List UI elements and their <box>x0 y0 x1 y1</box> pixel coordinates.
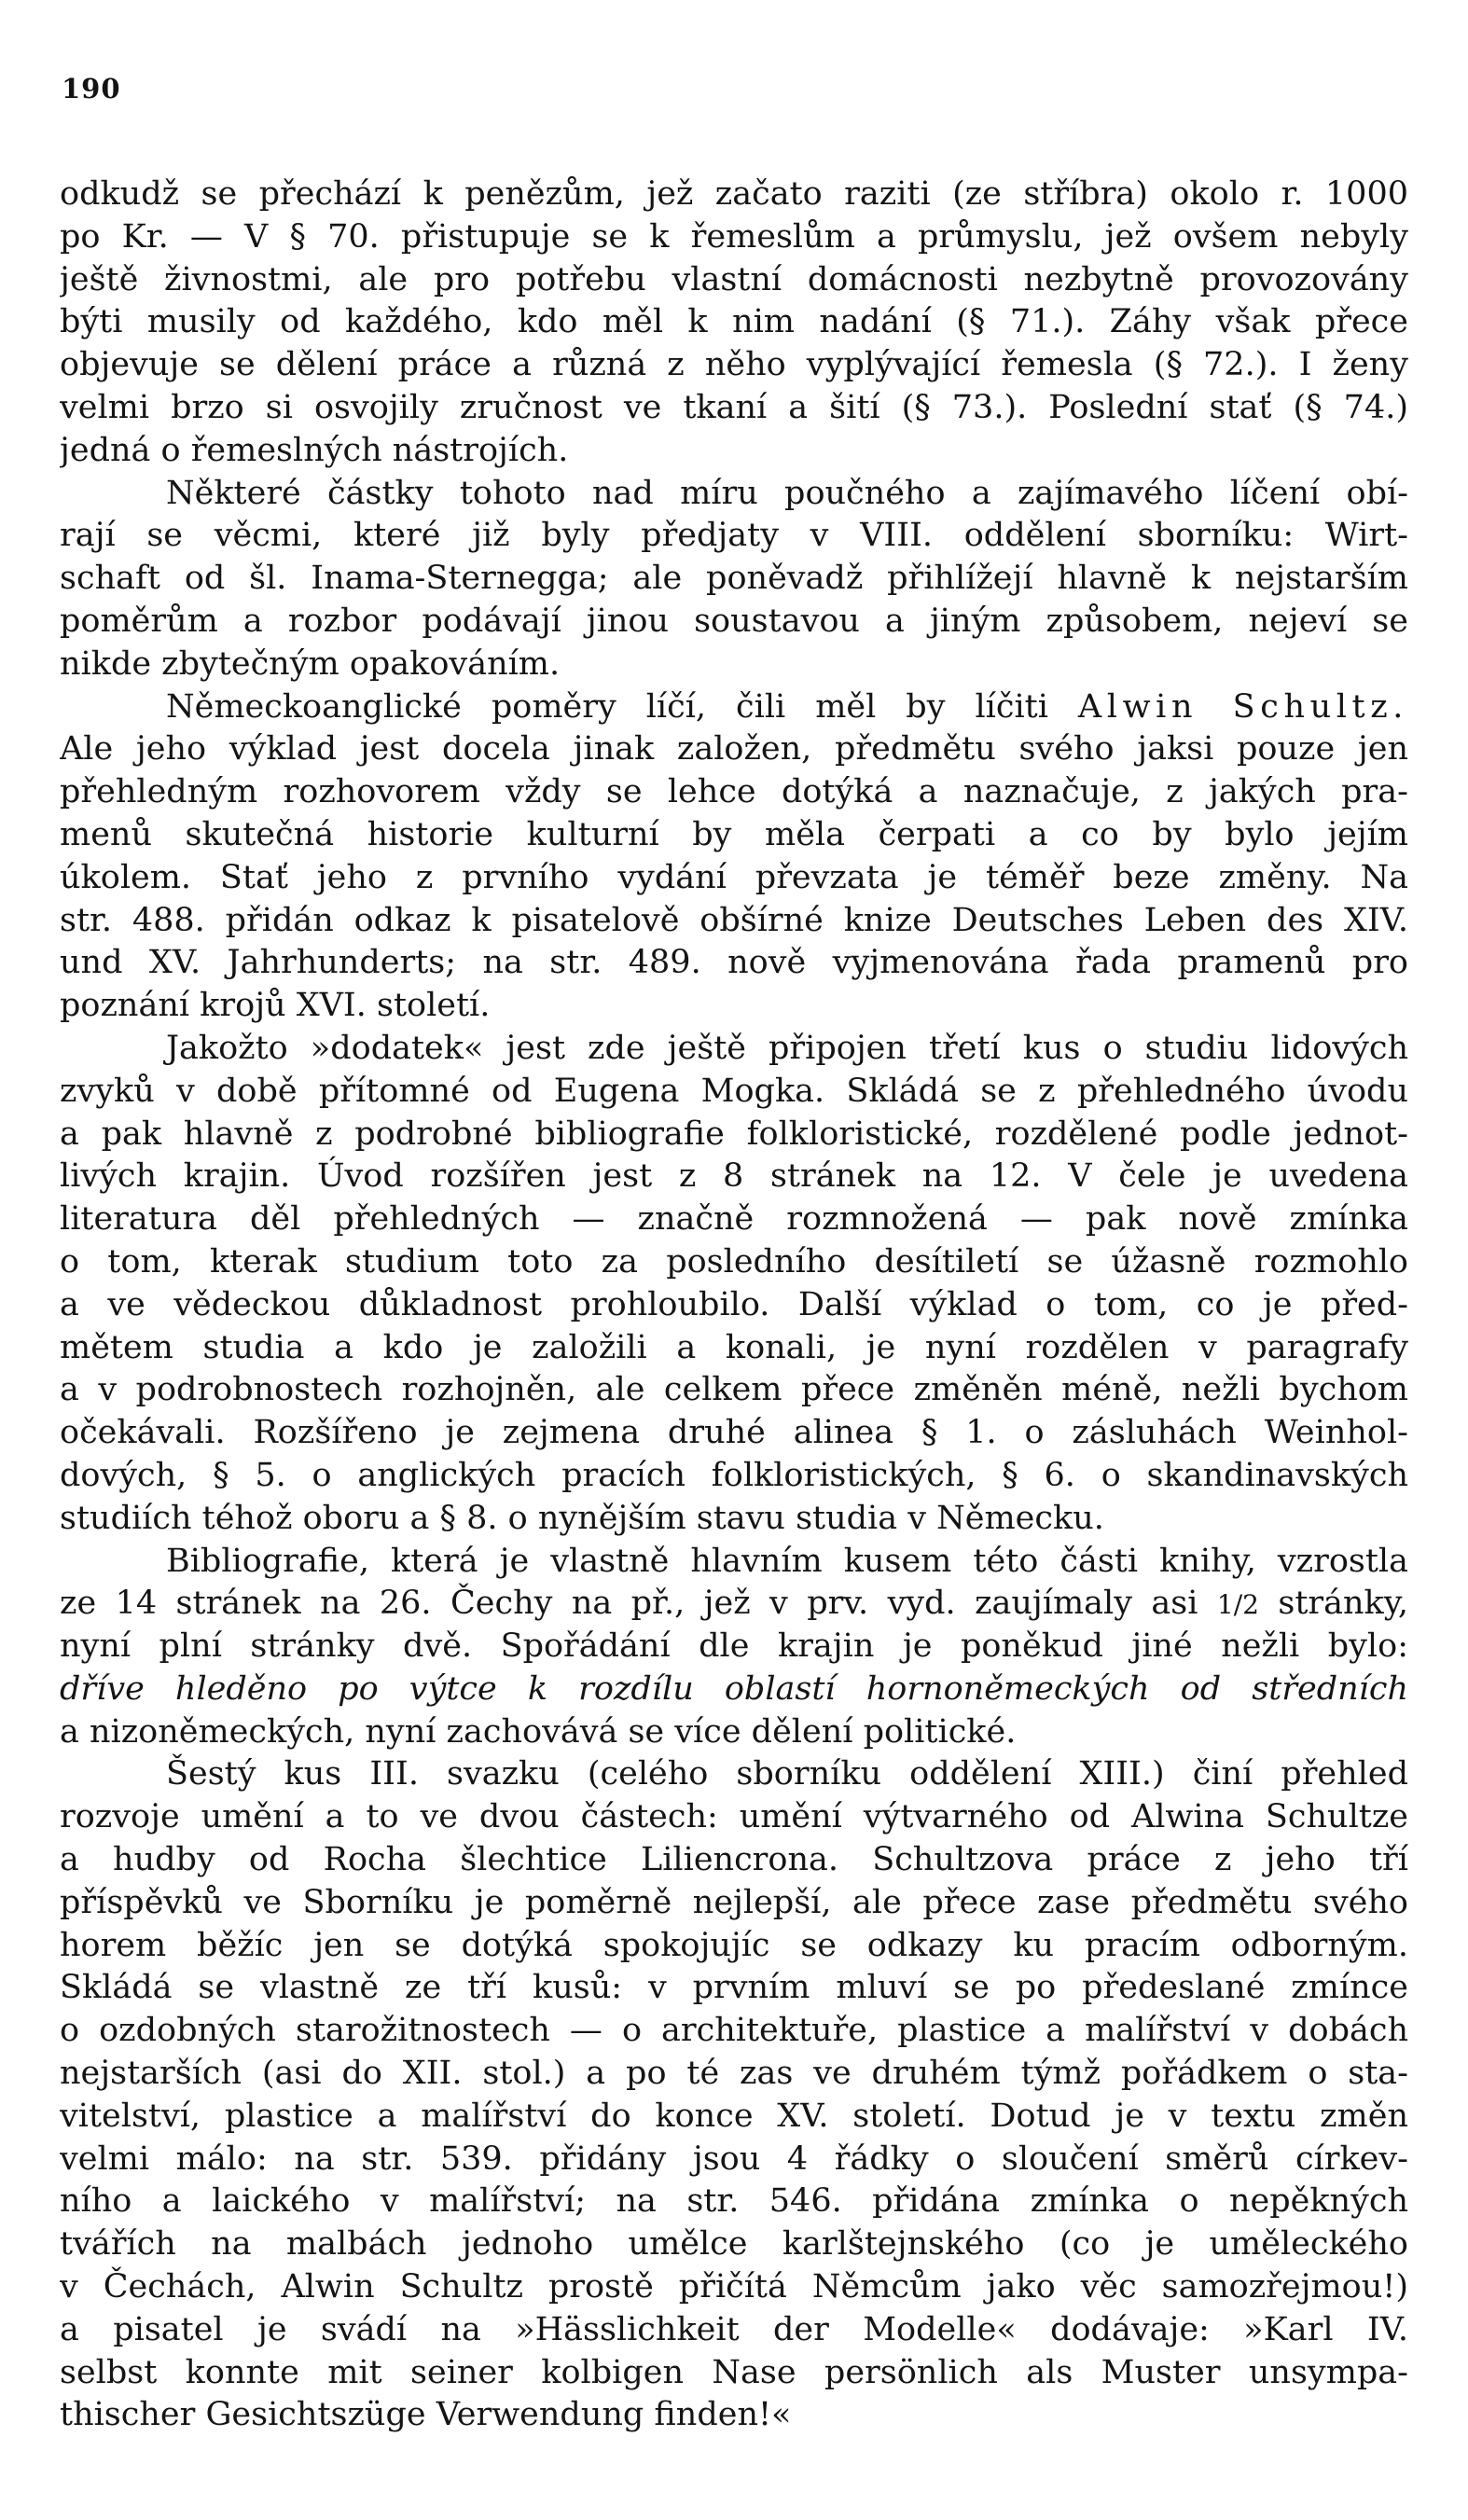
paragraph-start-line: Bibliografie, která je vlastně hlavním kusem této části knihy, vzrostla <box>166 1542 1408 1580</box>
text-line: o tom, kterak studium toto za posledního desítiletí se úžasně rozmohlo <box>60 1242 1408 1281</box>
paragraph-start-line: Některé částky tohoto nad míru poučného a zajímavého líčení obí- <box>166 474 1408 512</box>
text-line: selbst konnte mit seiner kolbigen Nase persönlich als Muster unsympa- <box>60 2353 1408 2391</box>
text-line: velmi brzo si osvojily zručnost ve tkaní a šití (§ 73.). Poslední stať (§ 74.) <box>60 388 1408 426</box>
text-line: a pisatel je svádí na »Hässlichkeit der Modelle« dodávaje: »Karl IV. <box>60 2310 1408 2348</box>
text-line: thischer Gesichtszüge Verwendung finden!« <box>60 2396 792 2434</box>
text-line: schaft od šl. Inama-Sternegga; ale poněvadž přihlížejí hlavně k nejstarším <box>60 560 1408 598</box>
author-name-spaced: Alwin Schultz. <box>1077 687 1408 726</box>
text-line: poznání krojů XVI. století. <box>60 987 491 1025</box>
text-line: vitelství, plastice a malířství do konce XV. století. Dotud je v textu změn <box>60 2097 1408 2135</box>
text-line: tvářích na malbách jednoho umělce karlštejnského (co je uměleckého <box>60 2225 1408 2264</box>
text-line: rají se věcmi, které již byly předjaty v VIII. oddělení sborníku: Wirt- <box>60 517 1408 555</box>
text-line: býti musily od každého, kdo měl k nim nadání (§ 71.). Záhy však přece <box>60 303 1408 341</box>
text-fragment: stránky, <box>1258 1585 1408 1623</box>
text-line: nejstarších (asi do XII. stol.) a po té zas ve druhém týmž pořádkem o sta- <box>60 2055 1408 2093</box>
text-line <box>60 1583 1408 1626</box>
text-line: očekávali. Rozšířeno je zejmena druhé alinea § 1. o zásluhách Weinhol- <box>60 1414 1408 1452</box>
text-line: ního a laického v malířství; na str. 546. přidána zmínka o nepěkných <box>60 2182 1408 2221</box>
text-line: Ale jeho výklad jest docela jinak založen, předmětu svého jaksi pouze jen <box>60 730 1408 768</box>
text-line: úkolem. Stať jeho z prvního vydání převzata je téměř beze změny. Na <box>60 858 1408 896</box>
text-line: a v podrobnostech rozhojněn, ale celkem přece změněn méně, nežli bychom <box>60 1371 1408 1409</box>
fraction-half: 1/2 <box>1216 1589 1259 1621</box>
text-line: zvyků v době přítomné od Eugena Mogka. Skládá se z přehledného úvodu <box>60 1072 1408 1110</box>
text-line: und XV. Jahrhunderts; na str. 489. nově vyjmenována řada pramenů pro <box>60 944 1408 982</box>
text-line: a ve vědeckou důkladnost prohloubilo. Další výklad o tom, co je před- <box>60 1285 1408 1323</box>
text-line: dových, § 5. o anglických pracích folkloristických, § 6. o skandinavských <box>60 1456 1408 1494</box>
text-line: str. 488. přidán odkaz k pisatelově obšírné knize Deutsches Leben des XIV. <box>60 901 1408 939</box>
text-line: příspěvků ve Sborníku je poměrně nejlepší, ale přece zase předmětu svého <box>60 1883 1408 1921</box>
text-line: velmi málo: na str. 539. přidány jsou 4 řádky o sloučení směrů církev- <box>60 2139 1408 2178</box>
text-line: livých krajin. Úvod rozšířen jest z 8 stránek na 12. V čele je uvedena <box>60 1157 1408 1196</box>
text-line: a pak hlavně z podrobné bibliografie folkloristické, rozdělené podle jednot- <box>60 1115 1408 1153</box>
text-fragment: ze 14 stránek na 26. Čechy na př., jež v prv. vyd. zaujímaly asi <box>60 1585 1198 1623</box>
text-line: Skládá se vlastně ze tří kusů: v prvním mluví se po předeslané zmínce <box>60 1969 1408 2007</box>
text-line: studiích téhož oboru a § 8. o nynějším stavu studia v Německu. <box>60 1499 1104 1537</box>
text-line: nikde zbytečným opakováním. <box>60 644 561 683</box>
italic-line <box>60 1668 1408 1711</box>
paragraph-start-line <box>60 686 1408 729</box>
paragraph-start-line: Jakožto »dodatek« jest zde ještě připojen třetí kus o studiu lidových <box>166 1029 1408 1067</box>
text-line: mětem studia a kdo je založili a konali, je nyní rozdělen v paragrafy <box>60 1328 1408 1366</box>
text-line: a nizoněmeckých, nyní zachovává se více dělení politické. <box>60 1712 1017 1751</box>
text-line: a hudby od Rocha šlechtice Liliencrona. Schultzova práce z jeho tří <box>60 1841 1408 1879</box>
text-fragment: Německoanglické poměry líčí, čili měl by líčiti <box>166 687 1048 726</box>
text-line: jedná o řemeslných nástrojích. <box>60 431 569 469</box>
text-line: literatura děl přehledných — značně rozmnožená — pak nově zmínka <box>60 1200 1408 1239</box>
text-line: ještě živnostmi, ale pro potřebu vlastní domácnosti nezbytně provozovány <box>60 260 1408 298</box>
paragraph-start-line: Šestý kus III. svazku (celého sborníku oddělení XIII.) činí přehled <box>166 1755 1408 1793</box>
text-line: nyní plní stránky dvě. Spořádání dle krajin je poněkud jiné nežli bylo: <box>60 1627 1408 1666</box>
text-line: odkudž se přechází k penězům, jež začato raziti (ze stříbra) okolo r. 1000 <box>60 175 1408 213</box>
text-line: rozvoje umění a to ve dvou částech: umění výtvarného od Alwina Schultze <box>60 1798 1408 1836</box>
text-line: menů skutečná historie kulturní by měla čerpati a co by bylo jejím <box>60 815 1408 853</box>
text-line: horem běžíc jen se dotýká spokojujíc se odkazy ku pracím odborným. <box>60 1926 1408 1964</box>
page-number: 190 <box>62 73 121 104</box>
text-line: přehledným rozhovorem vždy se lehce dotýká a naznačuje, z jakých pra- <box>60 773 1408 811</box>
italic-text: dříve hleděno po výtce k rozdílu oblastí hornoněmeckých od středních <box>60 1669 1408 1708</box>
text-line: objevuje se dělení práce a různá z něho vyplývající řemesla (§ 72.). I ženy <box>60 346 1408 384</box>
text-line: v Čechách, Alwin Schultz prostě přičítá Němcům jako věc samozřejmou!) <box>60 2268 1408 2306</box>
text-line: o ozdobných starožitnostech — o architektuře, plastice a malířství v dobách <box>60 2012 1408 2050</box>
text-line: poměrům a rozbor podávají jinou soustavou a jiným způsobem, nejeví se <box>60 602 1408 640</box>
text-line: po Kr. — V § 70. přistupuje se k řemeslům a průmyslu, jež ovšem nebyly <box>60 217 1408 256</box>
body-text <box>60 173 1408 2437</box>
